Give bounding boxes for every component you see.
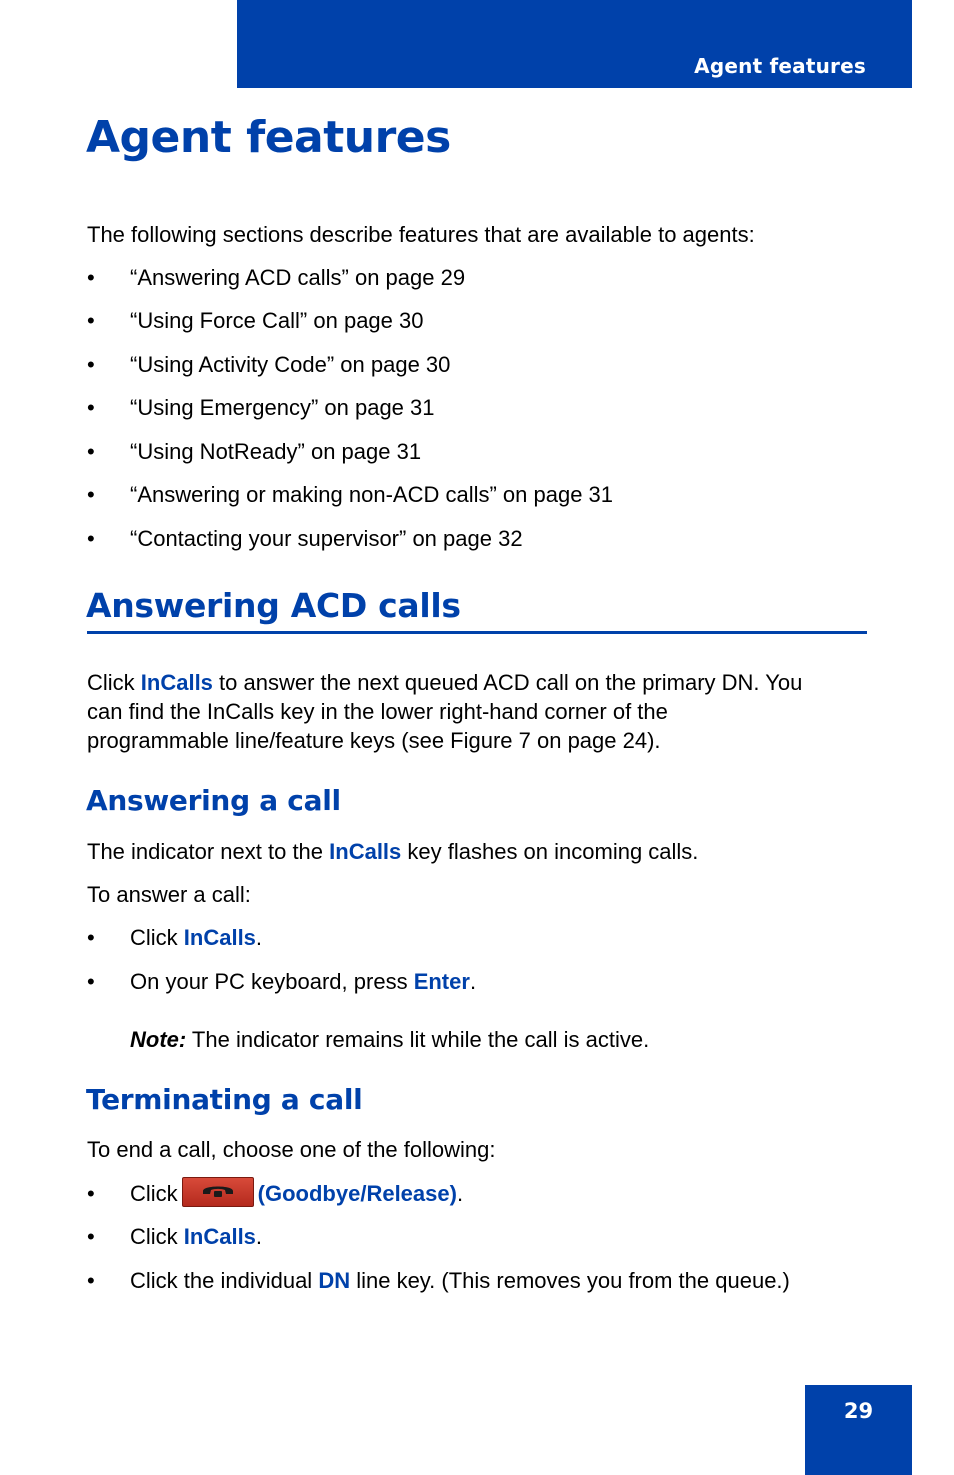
acd-paragraph-line <box>87 668 802 697</box>
bullet: • <box>87 439 95 464</box>
bullet: • <box>87 1181 95 1206</box>
text: Click <box>130 1181 178 1206</box>
section-heading-acd: Answering ACD calls <box>86 586 461 625</box>
bullet: • <box>87 1224 95 1249</box>
section-rule <box>87 631 867 634</box>
answer-step-2 <box>130 967 476 996</box>
incalls-key-ref: InCalls <box>140 670 213 695</box>
toc-item: “Using Activity Code” on page 30 <box>130 352 451 377</box>
answer-step-1 <box>130 923 262 952</box>
terminate-step-3 <box>130 1266 790 1295</box>
header-bar <box>237 0 912 88</box>
bullet: • <box>87 265 95 290</box>
intro-text: The following sections describe features that are available to agents: <box>87 222 755 247</box>
toc-item: “Using Force Call” on page 30 <box>130 308 424 333</box>
subheading-terminating: Terminating a call <box>86 1083 363 1116</box>
toc-item: “Answering or making non-ACD calls” on page 31 <box>130 482 614 507</box>
text: Click <box>130 1224 184 1249</box>
bullet: • <box>87 395 95 420</box>
acd-paragraph-line: can find the InCalls key in the lower right-hand corner of the <box>87 699 668 724</box>
goodbye-release-ref: (Goodbye/Release) <box>257 1181 457 1206</box>
acd-paragraph-line: programmable line/feature keys (see Figure 7 on page 24). <box>87 728 661 753</box>
incalls-key-ref: InCalls <box>329 839 402 864</box>
text: to answer the next queued ACD call on the primary DN. You <box>212 670 803 695</box>
text: . <box>255 1224 263 1249</box>
incalls-key-ref: InCalls <box>183 925 256 950</box>
text: line key. (This removes you from the queue.) <box>350 1268 790 1293</box>
answering-intro: To answer a call: <box>87 882 251 907</box>
text: . <box>456 1181 464 1206</box>
text: On your PC keyboard, press <box>130 969 414 994</box>
toc-item: “Answering ACD calls” on page 29 <box>130 265 466 290</box>
note <box>130 1025 649 1054</box>
toc-item: “Using Emergency” on page 31 <box>130 395 435 420</box>
page-number: 29 <box>843 1399 874 1423</box>
running-header: Agent features <box>694 54 866 78</box>
incalls-key-ref: InCalls <box>183 1224 256 1249</box>
page-title: Agent features <box>86 112 451 163</box>
text: . <box>255 925 263 950</box>
enter-key-ref: Enter <box>413 969 470 994</box>
bullet: • <box>87 482 95 507</box>
bullet: • <box>87 925 95 950</box>
text: Click the individual <box>130 1268 319 1293</box>
text: The indicator next to the <box>87 839 330 864</box>
note-text: The indicator remains lit while the call is active. <box>186 1027 650 1052</box>
text: . <box>469 969 477 994</box>
text: Click <box>87 670 141 695</box>
text: Click <box>130 925 184 950</box>
bullet: • <box>87 969 95 994</box>
subheading-answering: Answering a call <box>86 784 341 817</box>
bullet: • <box>87 526 95 551</box>
answering-text <box>87 837 698 866</box>
terminate-step-2 <box>130 1222 262 1251</box>
toc-item: “Contacting your supervisor” on page 32 <box>130 526 523 551</box>
bullet: • <box>87 352 95 377</box>
terminate-step-1 <box>130 1179 463 1210</box>
text: key flashes on incoming calls. <box>401 839 699 864</box>
bullet: • <box>87 308 95 333</box>
hangup-phone-icon <box>182 1177 254 1207</box>
bullet: • <box>87 1268 95 1293</box>
terminating-intro: To end a call, choose one of the following: <box>87 1137 496 1162</box>
note-label: Note: <box>130 1027 187 1052</box>
toc-item: “Using NotReady” on page 31 <box>130 439 422 464</box>
page-number-box <box>805 1385 912 1475</box>
dn-key-ref: DN <box>318 1268 351 1293</box>
